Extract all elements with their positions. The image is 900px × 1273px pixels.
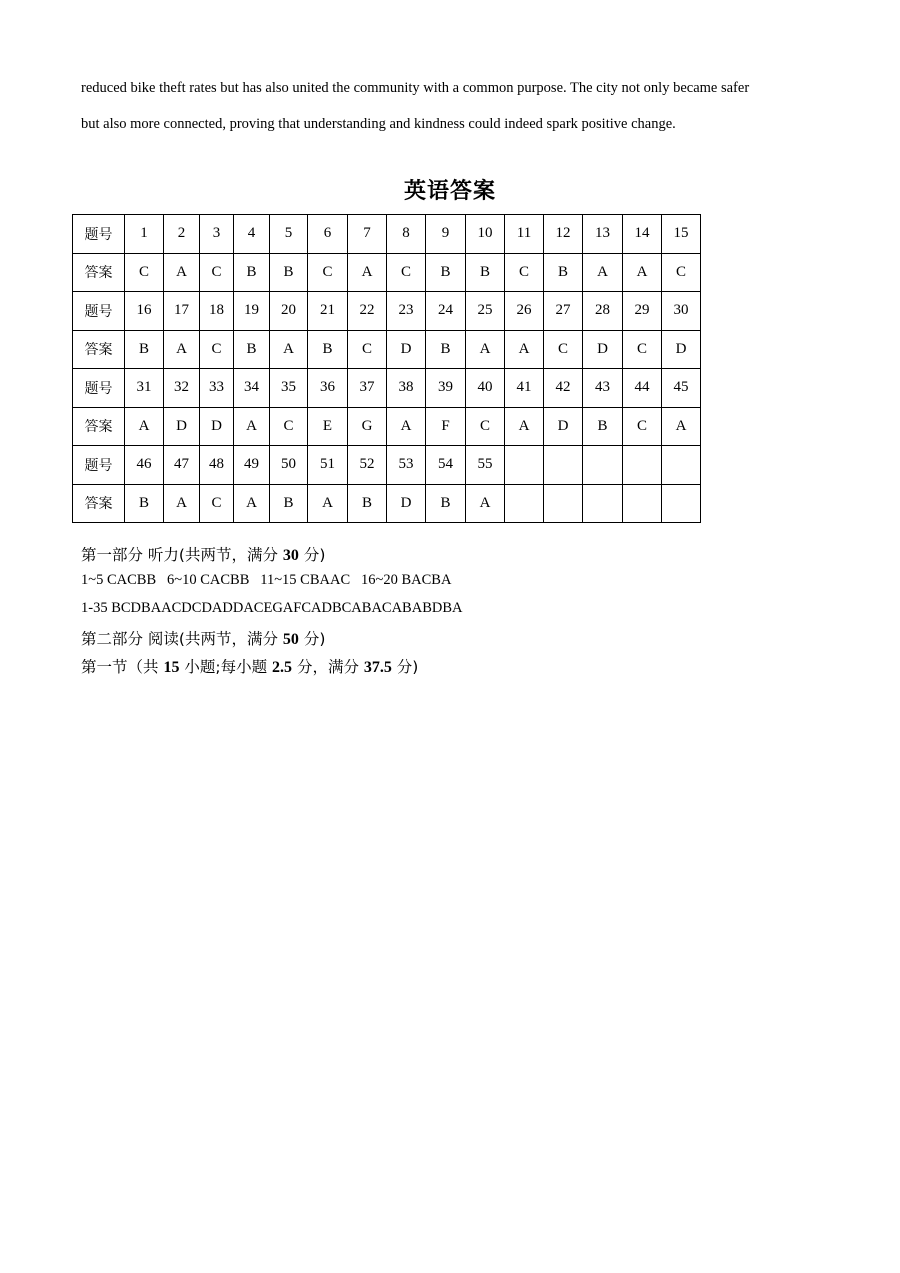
question-row-label: 题号 [73, 369, 125, 408]
question-row-label: 题号 [73, 446, 125, 485]
question-cell: 13 [583, 215, 623, 254]
question-cell: 51 [308, 446, 348, 485]
question-cell: 39 [426, 369, 466, 408]
question-cell: 22 [348, 292, 387, 331]
answer-table [72, 214, 701, 523]
question-cell: 40 [466, 369, 505, 408]
answer-cell: B [270, 484, 308, 523]
question-cell [505, 446, 544, 485]
answer-cell: B [308, 330, 348, 369]
answer-cell: C [125, 253, 164, 292]
section-2-score: 50 [282, 631, 299, 648]
question-cell: 52 [348, 446, 387, 485]
question-cell: 20 [270, 292, 308, 331]
question-row-label: 题号 [73, 292, 125, 331]
question-cell: 43 [583, 369, 623, 408]
answer-cell: C [270, 407, 308, 446]
question-row-label: 题号 [73, 215, 125, 254]
sub-text-1: 第一节（共 [81, 658, 164, 676]
answer-cell: B [583, 407, 623, 446]
answer-cell: C [623, 330, 662, 369]
question-cell: 37 [348, 369, 387, 408]
page-title: 英语答案 [403, 179, 496, 204]
question-cell: 10 [466, 215, 505, 254]
answer-cell: A [164, 484, 200, 523]
question-cell: 3 [200, 215, 234, 254]
question-cell: 11 [505, 215, 544, 254]
question-cell: 36 [308, 369, 348, 408]
question-cell: 19 [234, 292, 270, 331]
question-cell: 32 [164, 369, 200, 408]
question-cell: 21 [308, 292, 348, 331]
answer-cell: B [270, 253, 308, 292]
answer-cell: A [623, 253, 662, 292]
section-2-subheading [81, 655, 418, 677]
answer-cell: A [466, 484, 505, 523]
question-cell: 45 [662, 369, 701, 408]
question-cell: 24 [426, 292, 466, 331]
answer-row-label: 答案 [73, 407, 125, 446]
question-cell: 18 [200, 292, 234, 331]
answer-cell: C [348, 330, 387, 369]
answer-cell: G [348, 407, 387, 446]
answer-cell: B [348, 484, 387, 523]
answer-row-label: 答案 [73, 484, 125, 523]
question-cell: 12 [544, 215, 583, 254]
question-cell: 31 [125, 369, 164, 408]
intro-text-line-1: reduced bike theft rates but has also united the community with a common purpose. The city not only became safer [81, 80, 750, 96]
sub-text-4: 分) [391, 658, 419, 676]
answer-cell: A [505, 330, 544, 369]
answer-row-label: 答案 [73, 253, 125, 292]
full-answer-string: 1-35 BCDBAACDCDADDACEGAFCADBCABACABABDBA [81, 600, 463, 616]
section-1-heading-end: 分) [298, 546, 326, 564]
section-2-heading-text: 第二部分 阅读(共两节，满分 [81, 630, 283, 648]
answer-cell: A [270, 330, 308, 369]
question-cell: 23 [387, 292, 426, 331]
answer-cell: D [200, 407, 234, 446]
question-cell: 28 [583, 292, 623, 331]
sub-text-3: 分，满分 [292, 658, 364, 676]
answer-cell: B [125, 330, 164, 369]
answer-cell: C [200, 330, 234, 369]
answer-cell: B [426, 484, 466, 523]
question-cell: 1 [125, 215, 164, 254]
question-cell: 7 [348, 215, 387, 254]
answer-cell: A [125, 407, 164, 446]
answer-row [73, 407, 701, 446]
answer-cell: D [387, 330, 426, 369]
section-1-heading-text: 第一部分 听力(共两节，满分 [81, 546, 283, 564]
question-cell: 9 [426, 215, 466, 254]
answer-cell: A [662, 407, 701, 446]
question-row [73, 446, 701, 485]
answer-cell: A [583, 253, 623, 292]
answer-cell: C [505, 253, 544, 292]
answer-cell: A [308, 484, 348, 523]
question-cell [662, 446, 701, 485]
question-row [73, 215, 701, 254]
answer-cell: A [234, 407, 270, 446]
question-cell: 47 [164, 446, 200, 485]
question-cell: 44 [623, 369, 662, 408]
answer-cell: A [164, 253, 200, 292]
answer-cell [505, 484, 544, 523]
answer-cell: A [466, 330, 505, 369]
answer-cell: C [662, 253, 701, 292]
question-cell: 26 [505, 292, 544, 331]
question-cell: 42 [544, 369, 583, 408]
answer-row [73, 330, 701, 369]
question-cell: 53 [387, 446, 426, 485]
answer-row [73, 484, 701, 523]
answer-cell [623, 484, 662, 523]
question-cell: 15 [662, 215, 701, 254]
question-cell: 5 [270, 215, 308, 254]
answer-cell: A [505, 407, 544, 446]
question-row [73, 292, 701, 331]
section-1-answers: 1~5 CACBB 6~10 CACBB 11~15 CBAAC 16~20 BACBA [81, 572, 452, 588]
answer-cell: C [387, 253, 426, 292]
question-cell: 16 [125, 292, 164, 331]
question-cell: 33 [200, 369, 234, 408]
answer-cell: C [200, 253, 234, 292]
answer-cell [544, 484, 583, 523]
question-cell: 8 [387, 215, 426, 254]
question-cell: 30 [662, 292, 701, 331]
question-cell: 29 [623, 292, 662, 331]
answer-cell: E [308, 407, 348, 446]
question-cell: 38 [387, 369, 426, 408]
question-cell: 35 [270, 369, 308, 408]
answer-cell: A [348, 253, 387, 292]
answer-cell: C [308, 253, 348, 292]
question-cell: 55 [466, 446, 505, 485]
question-cell [544, 446, 583, 485]
question-cell: 6 [308, 215, 348, 254]
section-1-score: 30 [282, 547, 299, 564]
answer-cell: D [544, 407, 583, 446]
question-cell: 34 [234, 369, 270, 408]
answer-cell: A [164, 330, 200, 369]
question-cell: 4 [234, 215, 270, 254]
sub-num-3: 37.5 [363, 659, 392, 676]
answer-cell: B [466, 253, 505, 292]
answer-cell: C [544, 330, 583, 369]
section-2-heading [81, 627, 325, 649]
question-cell: 48 [200, 446, 234, 485]
answer-cell: D [583, 330, 623, 369]
section-1-heading [81, 543, 325, 565]
question-cell: 41 [505, 369, 544, 408]
question-row [73, 369, 701, 408]
question-cell: 50 [270, 446, 308, 485]
answer-cell: B [544, 253, 583, 292]
sub-num-2: 2.5 [272, 659, 293, 676]
question-cell: 2 [164, 215, 200, 254]
sub-text-2: 小题;每小题 [179, 658, 273, 676]
answer-cell: A [234, 484, 270, 523]
answer-cell: A [387, 407, 426, 446]
answer-row [73, 253, 701, 292]
answer-cell: C [623, 407, 662, 446]
intro-text-line-2: but also more connected, proving that understanding and kindness could indeed spark positive change. [81, 116, 676, 132]
answer-cell: C [466, 407, 505, 446]
answer-cell: B [125, 484, 164, 523]
answer-cell: B [234, 330, 270, 369]
answer-cell: B [234, 253, 270, 292]
question-cell: 14 [623, 215, 662, 254]
question-cell: 54 [426, 446, 466, 485]
question-cell [623, 446, 662, 485]
question-cell: 27 [544, 292, 583, 331]
answer-cell: B [426, 330, 466, 369]
answer-cell: D [164, 407, 200, 446]
question-cell: 25 [466, 292, 505, 331]
question-cell: 49 [234, 446, 270, 485]
section-2-heading-end: 分) [298, 630, 326, 648]
answer-cell: F [426, 407, 466, 446]
question-cell [583, 446, 623, 485]
answer-cell: B [426, 253, 466, 292]
answer-cell: D [662, 330, 701, 369]
answer-cell: C [200, 484, 234, 523]
answer-cell [583, 484, 623, 523]
answer-row-label: 答案 [73, 330, 125, 369]
question-cell: 17 [164, 292, 200, 331]
answer-cell [662, 484, 701, 523]
question-cell: 46 [125, 446, 164, 485]
sub-num-1: 15 [163, 659, 180, 676]
answer-cell: D [387, 484, 426, 523]
